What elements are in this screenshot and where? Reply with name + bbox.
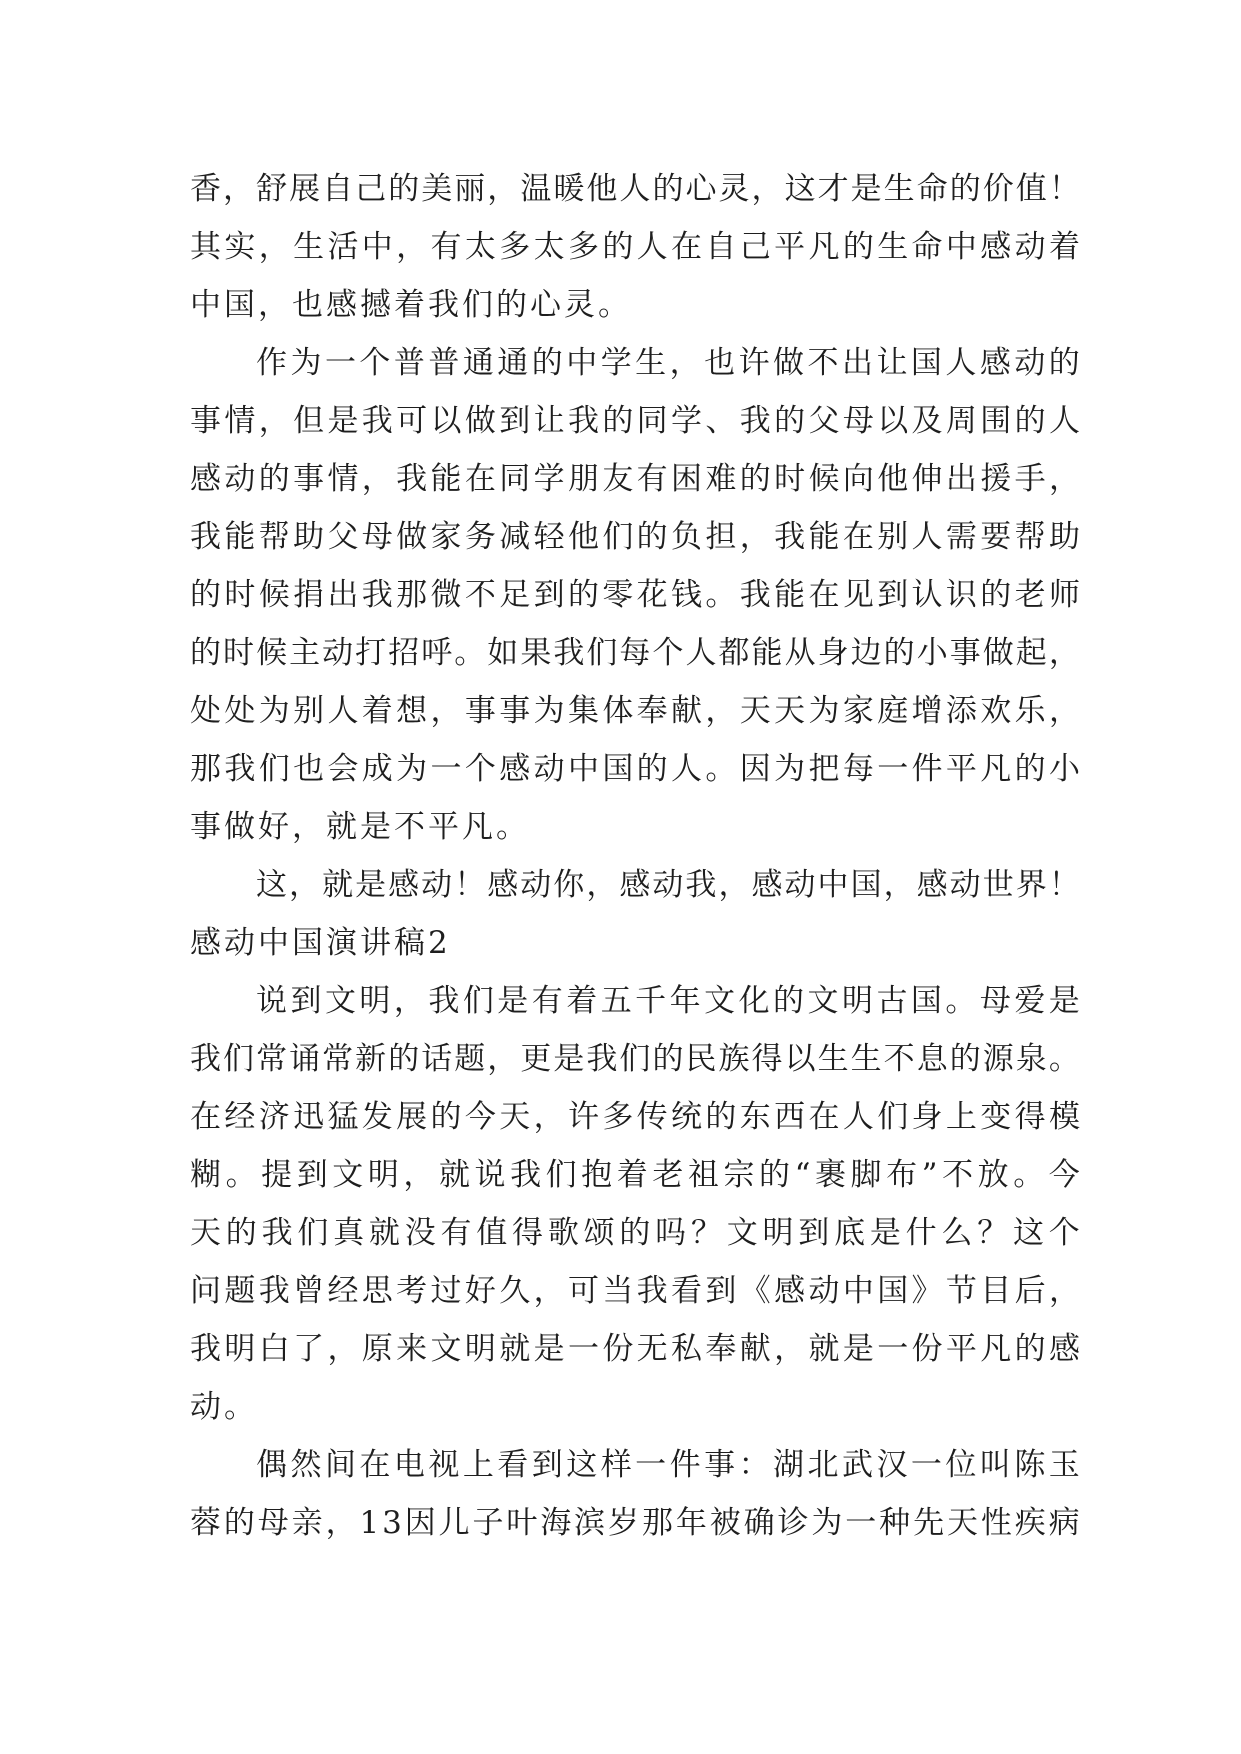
paragraph-first-line: 这 ， 就 是 感 动 ！ 感 动 你 ， 感 动 我 ， 感 动 中 国 ， 感 动 世 界 ！ — [256, 867, 1080, 903]
section-heading: 感动中国演讲稿2 — [190, 925, 451, 961]
text-line: 事 情 ， 但 是 我 可 以 做 到 让 我 的 同 学 、 我 的 父 母 以 及 周 围 的 人 — [190, 403, 1080, 439]
text-line: 其 实 ， 生 活 中 ， 有 太 多 太 多 的 人 在 自 己 平 凡 的 生 命 中 感 动 着 — [190, 229, 1080, 265]
text-line: 处 处 为 别 人 着 想 ， 事 事 为 集 体 奉 献 ， 天 天 为 家 庭 增 添 欢 乐 ， — [190, 693, 1080, 729]
text-line: 在 经 济 迅 猛 发 展 的 今 天 ， 许 多 传 统 的 东 西 在 人 们 身 上 变 得 模 — [190, 1099, 1080, 1135]
text-line: 糊 。 提 到 文 明 ， 就 说 我 们 抱 着 老 祖 宗 的 “ 裹 脚 布 ” 不 放 。 今 — [190, 1157, 1080, 1193]
text-line: 动。 — [190, 1389, 258, 1425]
text-line: 那 我 们 也 会 成 为 一 个 感 动 中 国 的 人 。 因 为 把 每 一 件 平 凡 的 小 — [190, 751, 1080, 787]
text-line: 事做好，就是不平凡。 — [190, 809, 530, 845]
text-line: 香 ， 舒 展 自 己 的 美 丽 ， 温 暖 他 人 的 心 灵 ， 这 才 是 生 命 的 价 值 ！ — [190, 171, 1080, 207]
paragraph-first-line: 说 到 文 明 ， 我 们 是 有 着 五 千 年 文 化 的 文 明 古 国 。 母 爱 是 — [256, 983, 1080, 1019]
text-line: 的 时 候 捐 出 我 那 微 不 足 到 的 零 花 钱 。 我 能 在 见 到 认 识 的 老 师 — [190, 577, 1080, 613]
document-body — [190, 160, 1080, 1552]
text-line: 天 的 我 们 真 就 没 有 值 得 歌 颂 的 吗 ？ 文 明 到 底 是 什 么 ？ 这 个 — [190, 1215, 1080, 1251]
text-line: 的 时 候 主 动 打 招 呼 。 如 果 我 们 每 个 人 都 能 从 身 边 的 小 事 做 起 ， — [190, 635, 1080, 671]
text-line: 问 题 我 曾 经 思 考 过 好 久 ， 可 当 我 看 到 《 感 动 中 国 》 节 目 后 ， — [190, 1273, 1080, 1309]
text-line: 蓉 的 母 亲 ， 1 3 因 儿 子 叶 海 滨 岁 那 年 被 确 诊 为 一 种 先 天 性 疾 病 — [190, 1505, 1080, 1541]
text-line: 我 能 帮 助 父 母 做 家 务 减 轻 他 们 的 负 担 ， 我 能 在 别 人 需 要 帮 助 — [190, 519, 1080, 555]
text-line: 中国，也感撼着我们的心灵。 — [190, 287, 632, 323]
paragraph-first-line: 作 为 一 个 普 普 通 通 的 中 学 生 ， 也 许 做 不 出 让 国 人 感 动 的 — [256, 345, 1080, 381]
text-line: 我 们 常 诵 常 新 的 话 题 ， 更 是 我 们 的 民 族 得 以 生 生 不 息 的 源 泉 。 — [190, 1041, 1080, 1077]
text-line: 我 明 白 了 ， 原 来 文 明 就 是 一 份 无 私 奉 献 ， 就 是 一 份 平 凡 的 感 — [190, 1331, 1080, 1367]
text-line: 感 动 的 事 情 ， 我 能 在 同 学 朋 友 有 困 难 的 时 候 向 他 伸 出 援 手 ， — [190, 461, 1080, 497]
paragraph-first-line: 偶 然 间 在 电 视 上 看 到 这 样 一 件 事 ： 湖 北 武 汉 一 位 叫 陈 玉 — [256, 1447, 1080, 1483]
